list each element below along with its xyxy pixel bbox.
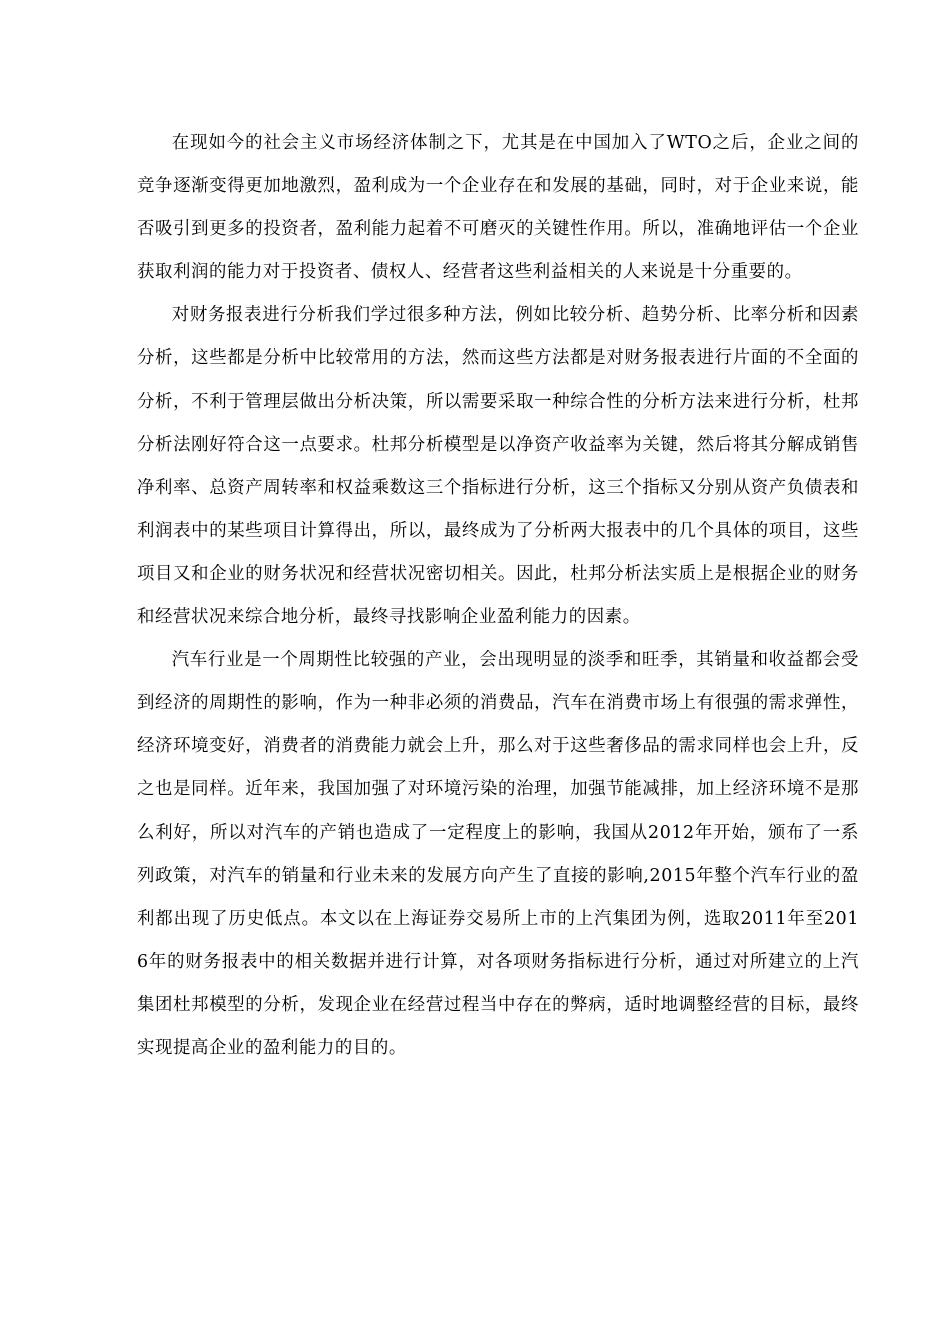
paragraph-3: 汽车行业是一个周期性比较强的产业，会出现明显的淡季和旺季，其销量和收益都会受到经济的周期性的影响，作为一种非必须的消费品，汽车在消费市场上有很强的需求弹性，经济环境变好，消费者的消费能力就会上升，那么对于这些奢侈品的需求同样也会上升，反之也是同样。近年来，我国加强了对环境污染的治理，加强节能减排，加上经济环境不是那么利好，所以对汽车的产销也造成了一定程度上的影响，我国从2012年开始，颁布了一系列政策，对汽车的销量和行业未来的发展方向产生了直接的影响,2015年整个汽车行业的盈利都出现了历史低点。本文以在上海证券交易所上市的上汽集团为例，选取2011年至2016年的财务报表中的相关数据并进行计算，对各项财务指标进行分析，通过对所建立的上汽集团杜邦模型的分析，发现企业在经营过程当中存在的弊病，适时地调整经营的目标，最终实现提高企业的盈利能力的目的。 [137, 650, 859, 1058]
paragraph-2: 对财务报表进行分析我们学过很多种方法，例如比较分析、趋势分析、比率分析和因素分析，这些都是分析中比较常用的方法，然而这些方法都是对财务报表进行片面的不全面的分析，不利于管理层做出分析决策，所以需要采取一种综合性的分析方法来进行分析，杜邦分析法刚好符合这一点要求。杜邦分析模型是以净资产收益率为关键，然后将其分解成销售净利率、总资产周转率和权益乘数这三个指标进行分析，这三个指标又分别从资产负债表和利润表中的某些项目计算得出，所以，最终成为了分析两大报表中的几个具体的项目，这些项目又和企业的财务状况和经营状况密切相关。因此，杜邦分析法实质上是根据企业的财务和经营状况来综合地分析，最终寻找影响企业盈利能力的因素。 [137, 305, 859, 628]
document-page [137, 122, 859, 1070]
paragraph-1: 在现如今的社会主义市场经济体制之下，尤其是在中国加入了WTO之后，企业之间的竞争逐渐变得更加地激烈，盈利成为一个企业存在和发展的基础，同时，对于企业来说，能否吸引到更多的投资者，盈利能力起着不可磨灭的关键性作用。所以，准确地评估一个企业获取利润的能力对于投资者、债权人、经营者这些利益相关的人来说是十分重要的。 [137, 133, 859, 283]
